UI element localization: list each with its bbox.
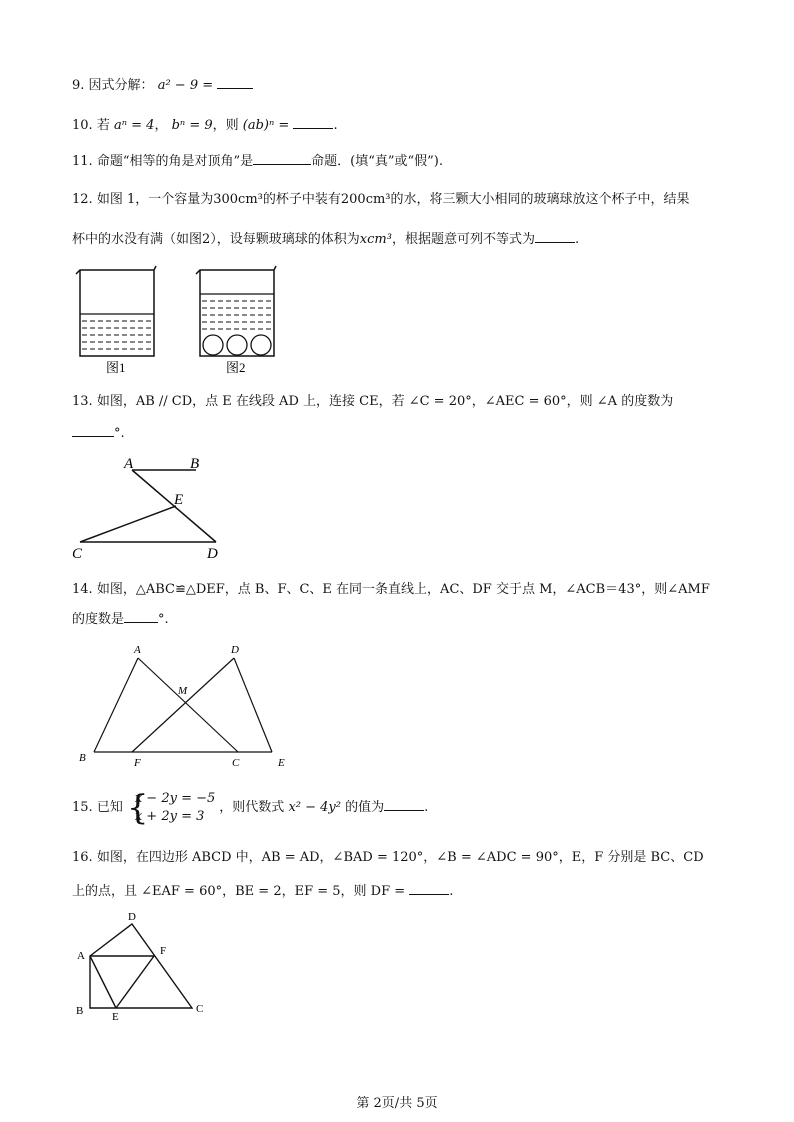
question-16-line2 [72,882,453,902]
q10-text2: ，则 [212,118,239,133]
question-13-line1 [72,392,673,412]
question-9 [72,76,253,96]
q12-answer-blank[interactable] [535,230,575,243]
q16-figure [72,908,222,1024]
q12-line1c: 的水，将三颗大小相同的玻璃球放这个杯子中，结果 [390,192,690,207]
q10-expr1: aⁿ = 4 [113,118,155,133]
question-13-line2 [72,424,125,444]
q12-line1b: 的杯子中装有 [262,192,341,207]
question-12-line1 [72,190,690,210]
q13-end: °. [114,426,125,441]
q10-number: 10. [72,118,93,133]
q9-answer-blank[interactable] [217,76,253,89]
q15-text3: 的值为 [345,800,385,815]
q16-number: 16. [72,850,93,865]
q15-text1: 已知 [96,800,123,815]
q9-expression: a² − 9 = [157,78,214,93]
question-11 [72,152,443,172]
q10-sep: ， [154,118,168,133]
q10-text1: 若 [96,118,110,133]
q12-water: 200cm³ [340,192,391,207]
brace-icon: { [126,787,149,828]
q14-label-D: D [231,644,239,656]
glass-ball [203,335,223,355]
q14-end: °. [158,612,169,627]
q16-label-B: B [76,1005,84,1017]
q14-label-B: B [79,752,86,764]
q15-text2: ，则代数式 [219,800,285,815]
q16-end: . [449,884,454,899]
q11-text1: 命题“相等的角是对顶角”是 [96,154,254,169]
q15-answer-blank[interactable] [384,798,424,811]
q16-line1: 如图，在四边形 ABCD 中，AB = AD，∠BAD = 120°，∠B = ∠ADC = 90°，E，F 分别是 BC、CD [96,850,704,865]
q13-answer-blank[interactable] [72,424,114,437]
q16-label-E: E [112,1011,119,1023]
q14-label-E: E [278,757,285,769]
q15-equation-system [126,787,216,828]
q11-text2: 命题．(填“真”或“假”). [311,154,443,169]
q15-expression: x² − 4y² [288,800,341,815]
q12-line1a: 如图 1，一个容量为 [96,192,214,207]
q11-number: 11. [72,154,93,169]
question-15 [72,788,428,828]
q10-expr3: (ab)ⁿ = [242,118,290,133]
q16-label-D: D [128,911,136,923]
q15-number: 15. [72,800,93,815]
question-12-line2 [72,230,579,250]
q13-line1: 如图，AB // CD，点 E 在线段 AD 上，连接 CE，若 ∠C = 20°，∠AEC = 60°，则 ∠A 的度数为 [96,394,674,409]
glass-ball [251,335,271,355]
q12-line2b: ，根据题意可列不等式为 [391,232,535,247]
q12-capacity: 300cm³ [213,192,263,207]
q9-text: 因式分解： [88,78,154,93]
q13-label-C: C [72,546,83,562]
q12-number: 12. [72,192,93,207]
q14-label-C: C [232,757,240,769]
q10-end: . [333,118,338,133]
q15-eq2: x + 2y = 3 [134,808,205,824]
question-16-line1 [72,848,704,868]
fig1-caption: 图1 [106,360,126,375]
q15-eq1: x − 2y = −5 [134,790,216,806]
q14-number: 14. [72,582,93,597]
q12-beaker-figures [70,264,290,376]
beaker-2 [196,266,276,356]
q14-figure [74,640,294,770]
question-10 [72,116,338,136]
q16-line2a: 上的点，且 ∠EAF = 60°，BE = 2，EF = 5，则 DF = [72,884,406,899]
fig2-caption: 图2 [226,360,246,375]
question-14-line2 [72,610,169,630]
q14-line1: 如图，△ABC≌△DEF，点 B、F、C、E 在同一条直线上，AC、DF 交于点 M，∠ACB＝43°，则∠AMF [96,582,710,597]
glass-ball [227,335,247,355]
q16-answer-blank[interactable] [409,882,449,895]
q16-label-A: A [77,950,85,962]
beaker-1 [76,266,156,356]
q12-end: . [574,232,580,247]
q9-number: 9. [72,78,85,93]
q12-variable: xcm³ [359,232,392,247]
q11-answer-blank[interactable] [253,152,311,165]
q13-label-A: A [124,456,134,472]
q13-number: 13. [72,394,93,409]
q14-label-A: A [134,644,141,656]
q10-expr2: bⁿ = 9 [171,118,213,133]
q13-label-D: D [207,546,218,562]
page-footer: 第 2页/共 5页 [356,1096,438,1111]
q15-end: . [424,800,429,815]
q14-label-F: F [134,757,141,769]
q13-label-E: E [174,492,184,508]
question-14-line1 [72,580,710,600]
q16-label-F: F [160,945,167,957]
q16-label-C: C [196,1003,204,1015]
q12-line2a: 杯中的水没有满（如图2），设每颗玻璃球的体积为 [72,232,360,247]
q13-figure [70,454,230,564]
q14-line2a: 的度数是 [72,612,125,627]
q14-answer-blank[interactable] [124,610,158,623]
q10-answer-blank[interactable] [293,116,333,129]
q13-label-B: B [190,456,200,472]
q14-label-M: M [178,685,188,697]
